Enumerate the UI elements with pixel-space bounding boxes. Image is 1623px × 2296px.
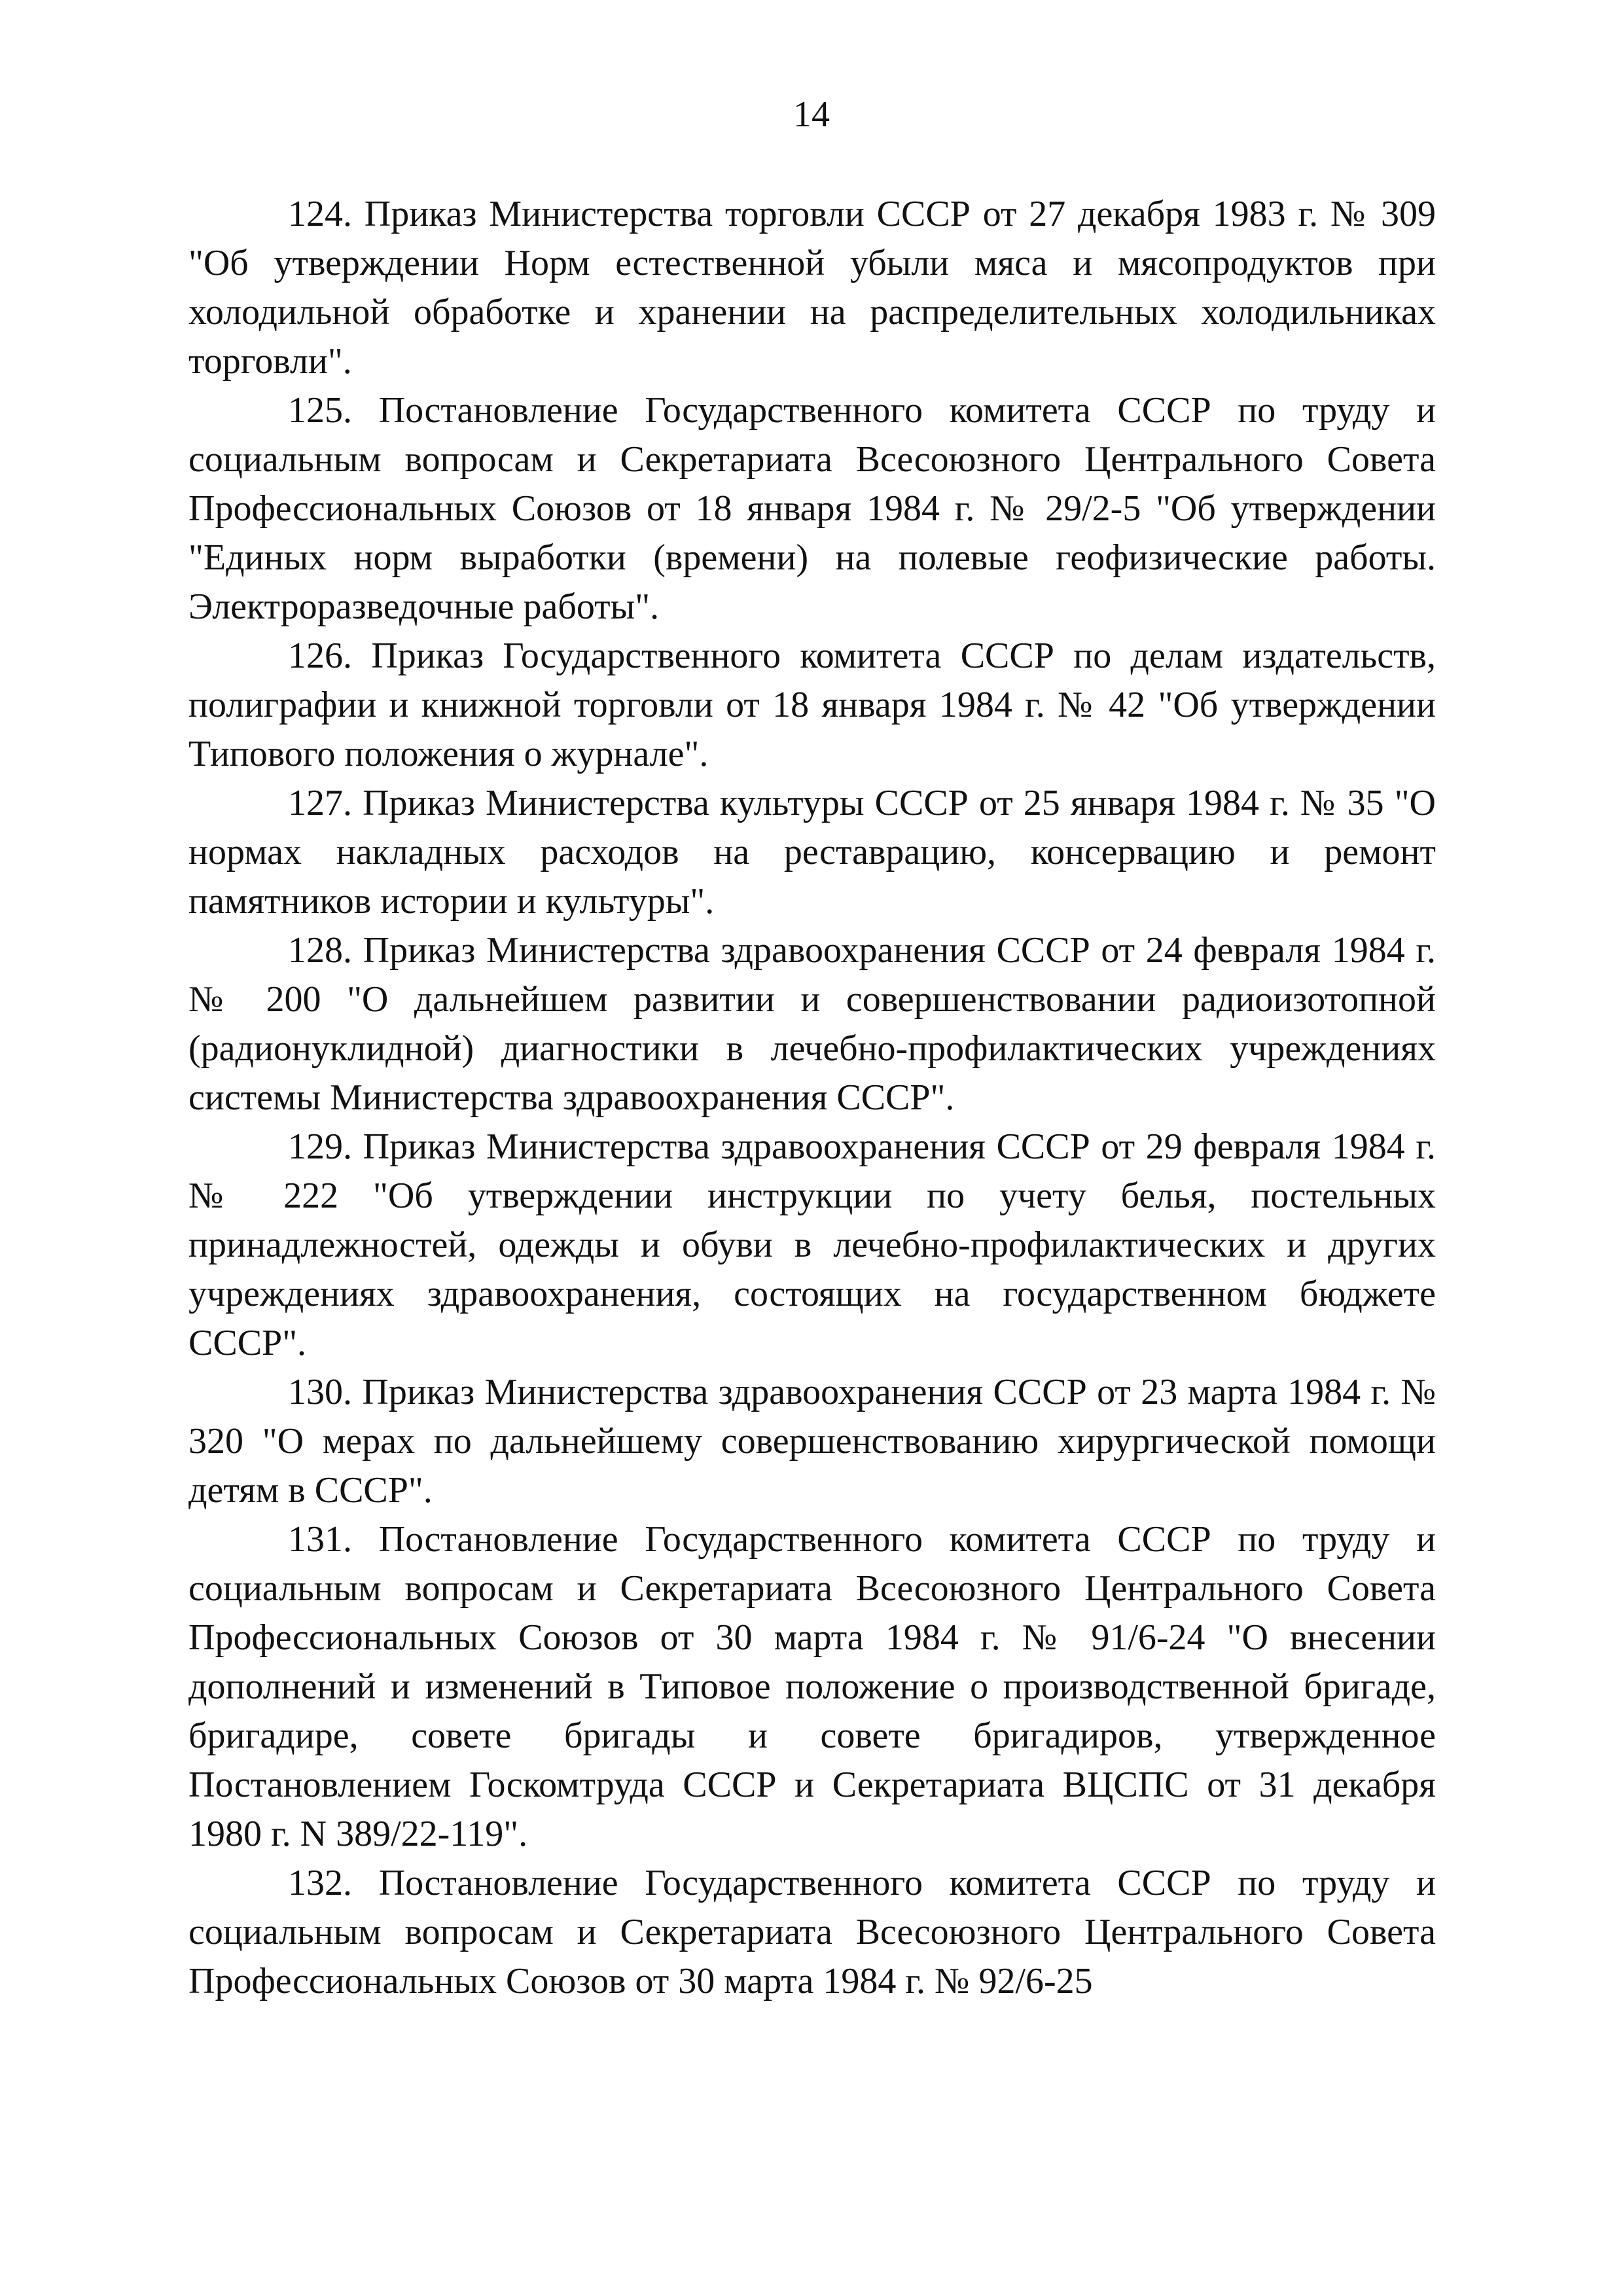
list-item-124: 124. Приказ Министерства торговли СССР от 27 декабря 1983 г. № 309 "Об утверждении Норм естественной убыли мяса и мясопродуктов при холодильной обработке и хранении на распределительных холодильниках торговли". (188, 194, 1436, 382)
list-item-125: 125. Постановление Государственного комитета СССР по труду и социальным вопросам и Секретариата Всесоюзного Центрального Совета Профессиональных Союзов от 18 января 1984 г. № 29/2-5 "Об утверждении "Единых норм выработки (времени) на полевые геофизические работы. Электроразведочные работы". (188, 390, 1436, 627)
list-item-130: 130. Приказ Министерства здравоохранения СССР от 23 марта 1984 г. № 320 "О мерах по дальнейшему совершенствованию хирургической помощи детям в СССР". (188, 1372, 1436, 1511)
list-item-126: 126. Приказ Государственного комитета СССР по делам издательств, полиграфии и книжной торговли от 18 января 1984 г. № 42 "Об утверждении Типового положения о журнале". (188, 636, 1436, 774)
list-item-127: 127. Приказ Министерства культуры СССР от 25 января 1984 г. № 35 "О нормах накладных расходов на реставрацию, консервацию и ремонт памятников истории и культуры". (188, 783, 1436, 922)
list-item-128: 128. Приказ Министерства здравоохранения СССР от 24 февраля 1984 г. № 200 "О дальнейшем развитии и совершенствовании радиоизотопной (радионуклидной) диагностики в лечебно-профилактических учреждениях системы Министерства здравоохранения СССР". (188, 930, 1436, 1118)
list-item-131: 131. Постановление Государственного комитета СССР по труду и социальным вопросам и Секретариата Всесоюзного Центрального Совета Профессиональных Союзов от 30 марта 1984 г. № 91/6-24 "О внесении дополнений и изменений в Типовое положение о производственной бригаде, бригадире, совете бригады и совете бригадиров, утвержденное Постановлением Госкомтруда СССР и Секретариата ВЦСПС от 31 декабря 1980 г. N 389/22-119". (188, 1519, 1436, 1854)
document-body (188, 190, 1436, 2006)
list-item-129: 129. Приказ Министерства здравоохранения СССР от 29 февраля 1984 г. № 222 "Об утверждении инструкции по учету белья, постельных принадлежностей, одежды и обуви в лечебно-профилактических и других учреждениях здравоохранения, состоящих на государственном бюджете СССР". (188, 1126, 1436, 1363)
list-item-132: 132. Постановление Государственного комитета СССР по труду и социальным вопросам и Секретариата Всесоюзного Центрального Совета Профессиональных Союзов от 30 марта 1984 г. № 92/6-25 (188, 1863, 1436, 2001)
page-number: 14 (793, 94, 830, 135)
